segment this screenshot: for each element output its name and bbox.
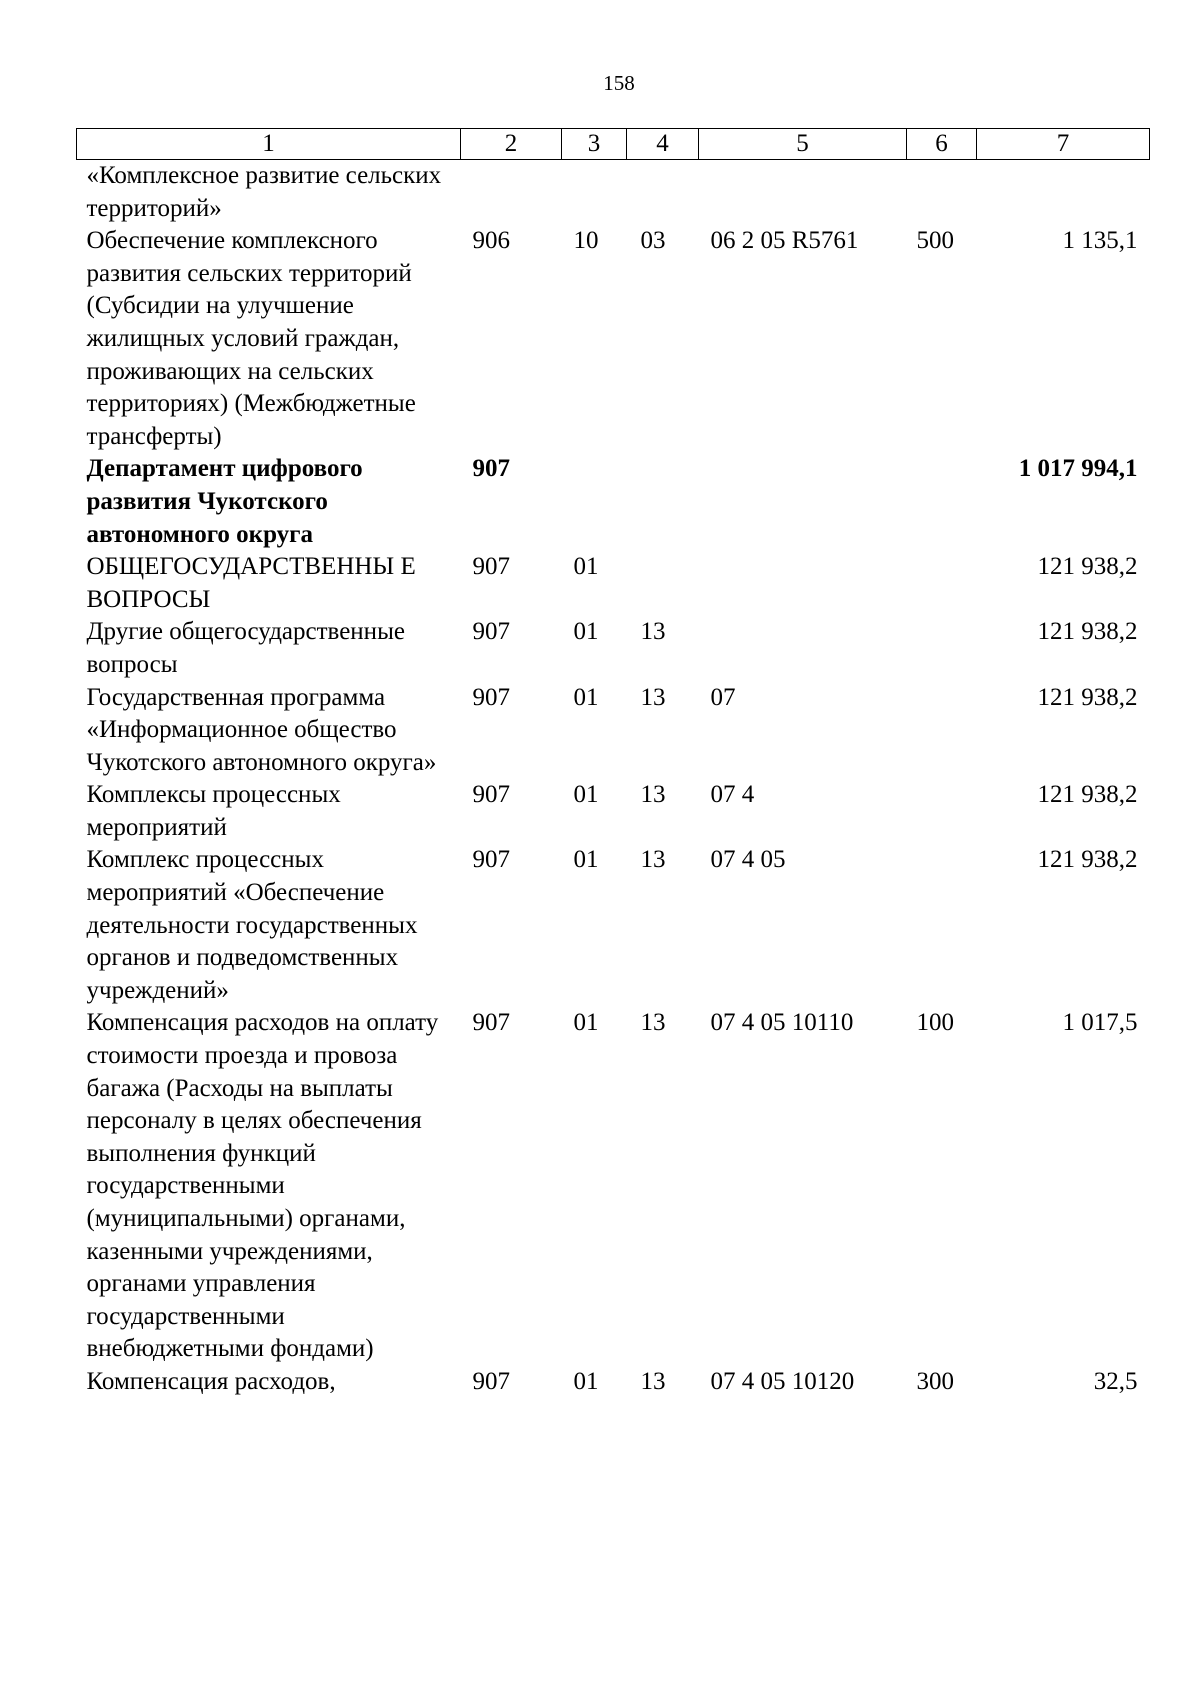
row-subsection: 13 (640, 846, 666, 874)
row-subsection: 03 (640, 227, 666, 255)
row-ministry-code: 907 (472, 618, 510, 646)
table-row (77, 779, 1150, 844)
table-row (77, 844, 1150, 1007)
row-ministry-code: 907 (472, 553, 510, 581)
table-row (77, 682, 1150, 780)
row-target-article: 07 (710, 683, 736, 711)
row-subsection: 13 (640, 1009, 666, 1037)
row-target-article (699, 616, 907, 681)
budget-table (76, 128, 1150, 1399)
row-amount: 1 017,5 (1062, 1009, 1138, 1037)
row-section: 01 (573, 618, 599, 646)
row-expense-type: 500 (916, 227, 954, 255)
row-subsection: 13 (640, 618, 666, 646)
table-row (77, 225, 1150, 453)
row-section: 01 (573, 1009, 599, 1037)
row-expense-type (907, 551, 977, 616)
row-amount: 121 938,2 (1037, 618, 1138, 646)
row-name: Комплексы процессных мероприятий (86, 781, 341, 841)
row-amount: 121 938,2 (1037, 683, 1138, 711)
row-name: Комплекс процессных мероприятий «Обеспечение деятельности государственных органов и подведомственных учреждений» (86, 846, 418, 1004)
row-ministry-code: 907 (472, 846, 510, 874)
row-amount: 121 938,2 (1037, 846, 1138, 874)
row-expense-type (907, 844, 977, 1007)
row-amount: 1 017 994,1 (1018, 455, 1138, 483)
row-amount: 121 938,2 (1037, 553, 1138, 581)
row-ministry-code (461, 160, 562, 226)
row-section: 10 (573, 227, 599, 255)
row-amount: 1 135,1 (1062, 227, 1138, 255)
row-target-article: 07 4 (710, 781, 755, 809)
column-header-2: 2 (461, 129, 562, 160)
table-row (77, 1007, 1150, 1366)
row-expense-type (907, 616, 977, 681)
table-header (77, 129, 1150, 160)
row-name: Обеспечение комплексного развития сельских территорий (Субсидии на улучшение жилищных условий граждан, проживающих на сельских территориях) (Межбюджетные трансферты) (86, 227, 416, 450)
table-row (77, 616, 1150, 681)
page-number: 158 (603, 71, 635, 95)
row-ministry-code: 907 (472, 781, 510, 809)
row-subsection (627, 160, 699, 226)
row-ministry-code: 907 (472, 1009, 510, 1037)
row-subsection: 13 (640, 683, 666, 711)
row-section (562, 453, 627, 551)
row-expense-type (907, 453, 977, 551)
row-subsection (627, 551, 699, 616)
row-amount: 32,5 (1093, 1367, 1138, 1395)
row-name: Департамент цифрового развития Чукотского автономного округа (86, 455, 363, 548)
row-section: 01 (573, 553, 599, 581)
row-target-article: 06 2 05 R5761 (710, 227, 859, 255)
row-name: Государственная программа «Информационное общество Чукотского автономного округа» (86, 683, 437, 776)
row-section: 01 (573, 1367, 599, 1395)
row-amount (977, 160, 1150, 226)
row-section: 01 (573, 781, 599, 809)
table-row (77, 551, 1150, 616)
row-target-article (699, 551, 907, 616)
header-row (77, 129, 1150, 160)
row-section (562, 160, 627, 226)
row-ministry-code: 907 (472, 455, 510, 483)
row-target-article: 07 4 05 10120 (710, 1367, 855, 1395)
column-header-7: 7 (977, 129, 1150, 160)
column-header-5: 5 (699, 129, 907, 160)
row-section: 01 (573, 846, 599, 874)
row-subsection: 13 (640, 1367, 666, 1395)
table-row (77, 453, 1150, 551)
column-header-1: 1 (77, 129, 461, 160)
row-target-article: 07 4 05 (710, 846, 786, 874)
row-name: Компенсация расходов на оплату стоимости проезда и провоза багажа (Расходы на выплаты персоналу в целях обеспечения выполнения функций государственными (муниципальными) органами, казенными учреждениями, органами управления государственными внебюджетными фондами) (86, 1009, 439, 1363)
row-ministry-code: 907 (472, 1367, 510, 1395)
row-name: Другие общегосударственные вопросы (86, 618, 405, 678)
row-amount: 121 938,2 (1037, 781, 1138, 809)
column-header-4: 4 (627, 129, 699, 160)
row-expense-type: 300 (916, 1367, 954, 1395)
column-header-6: 6 (907, 129, 977, 160)
row-target-article (699, 453, 907, 551)
row-expense-type (907, 160, 977, 226)
column-header-3: 3 (562, 129, 627, 160)
row-ministry-code: 907 (472, 683, 510, 711)
row-expense-type (907, 682, 977, 780)
table-row (77, 1366, 1150, 1399)
row-section: 01 (573, 683, 599, 711)
row-ministry-code: 906 (472, 227, 510, 255)
row-target-article: 07 4 05 10110 (710, 1009, 854, 1037)
row-name: Компенсация расходов, (86, 1367, 336, 1395)
row-subsection (627, 453, 699, 551)
row-name: «Комплексное развитие сельских территорий» (86, 162, 442, 222)
row-expense-type (907, 779, 977, 844)
row-subsection: 13 (640, 781, 666, 809)
table-body (77, 160, 1150, 1399)
row-name: ОБЩЕГОСУДАРСТВЕННЫ Е ВОПРОСЫ (86, 553, 416, 613)
table-row (77, 160, 1150, 226)
row-expense-type: 100 (916, 1009, 954, 1037)
row-target-article (699, 160, 907, 226)
